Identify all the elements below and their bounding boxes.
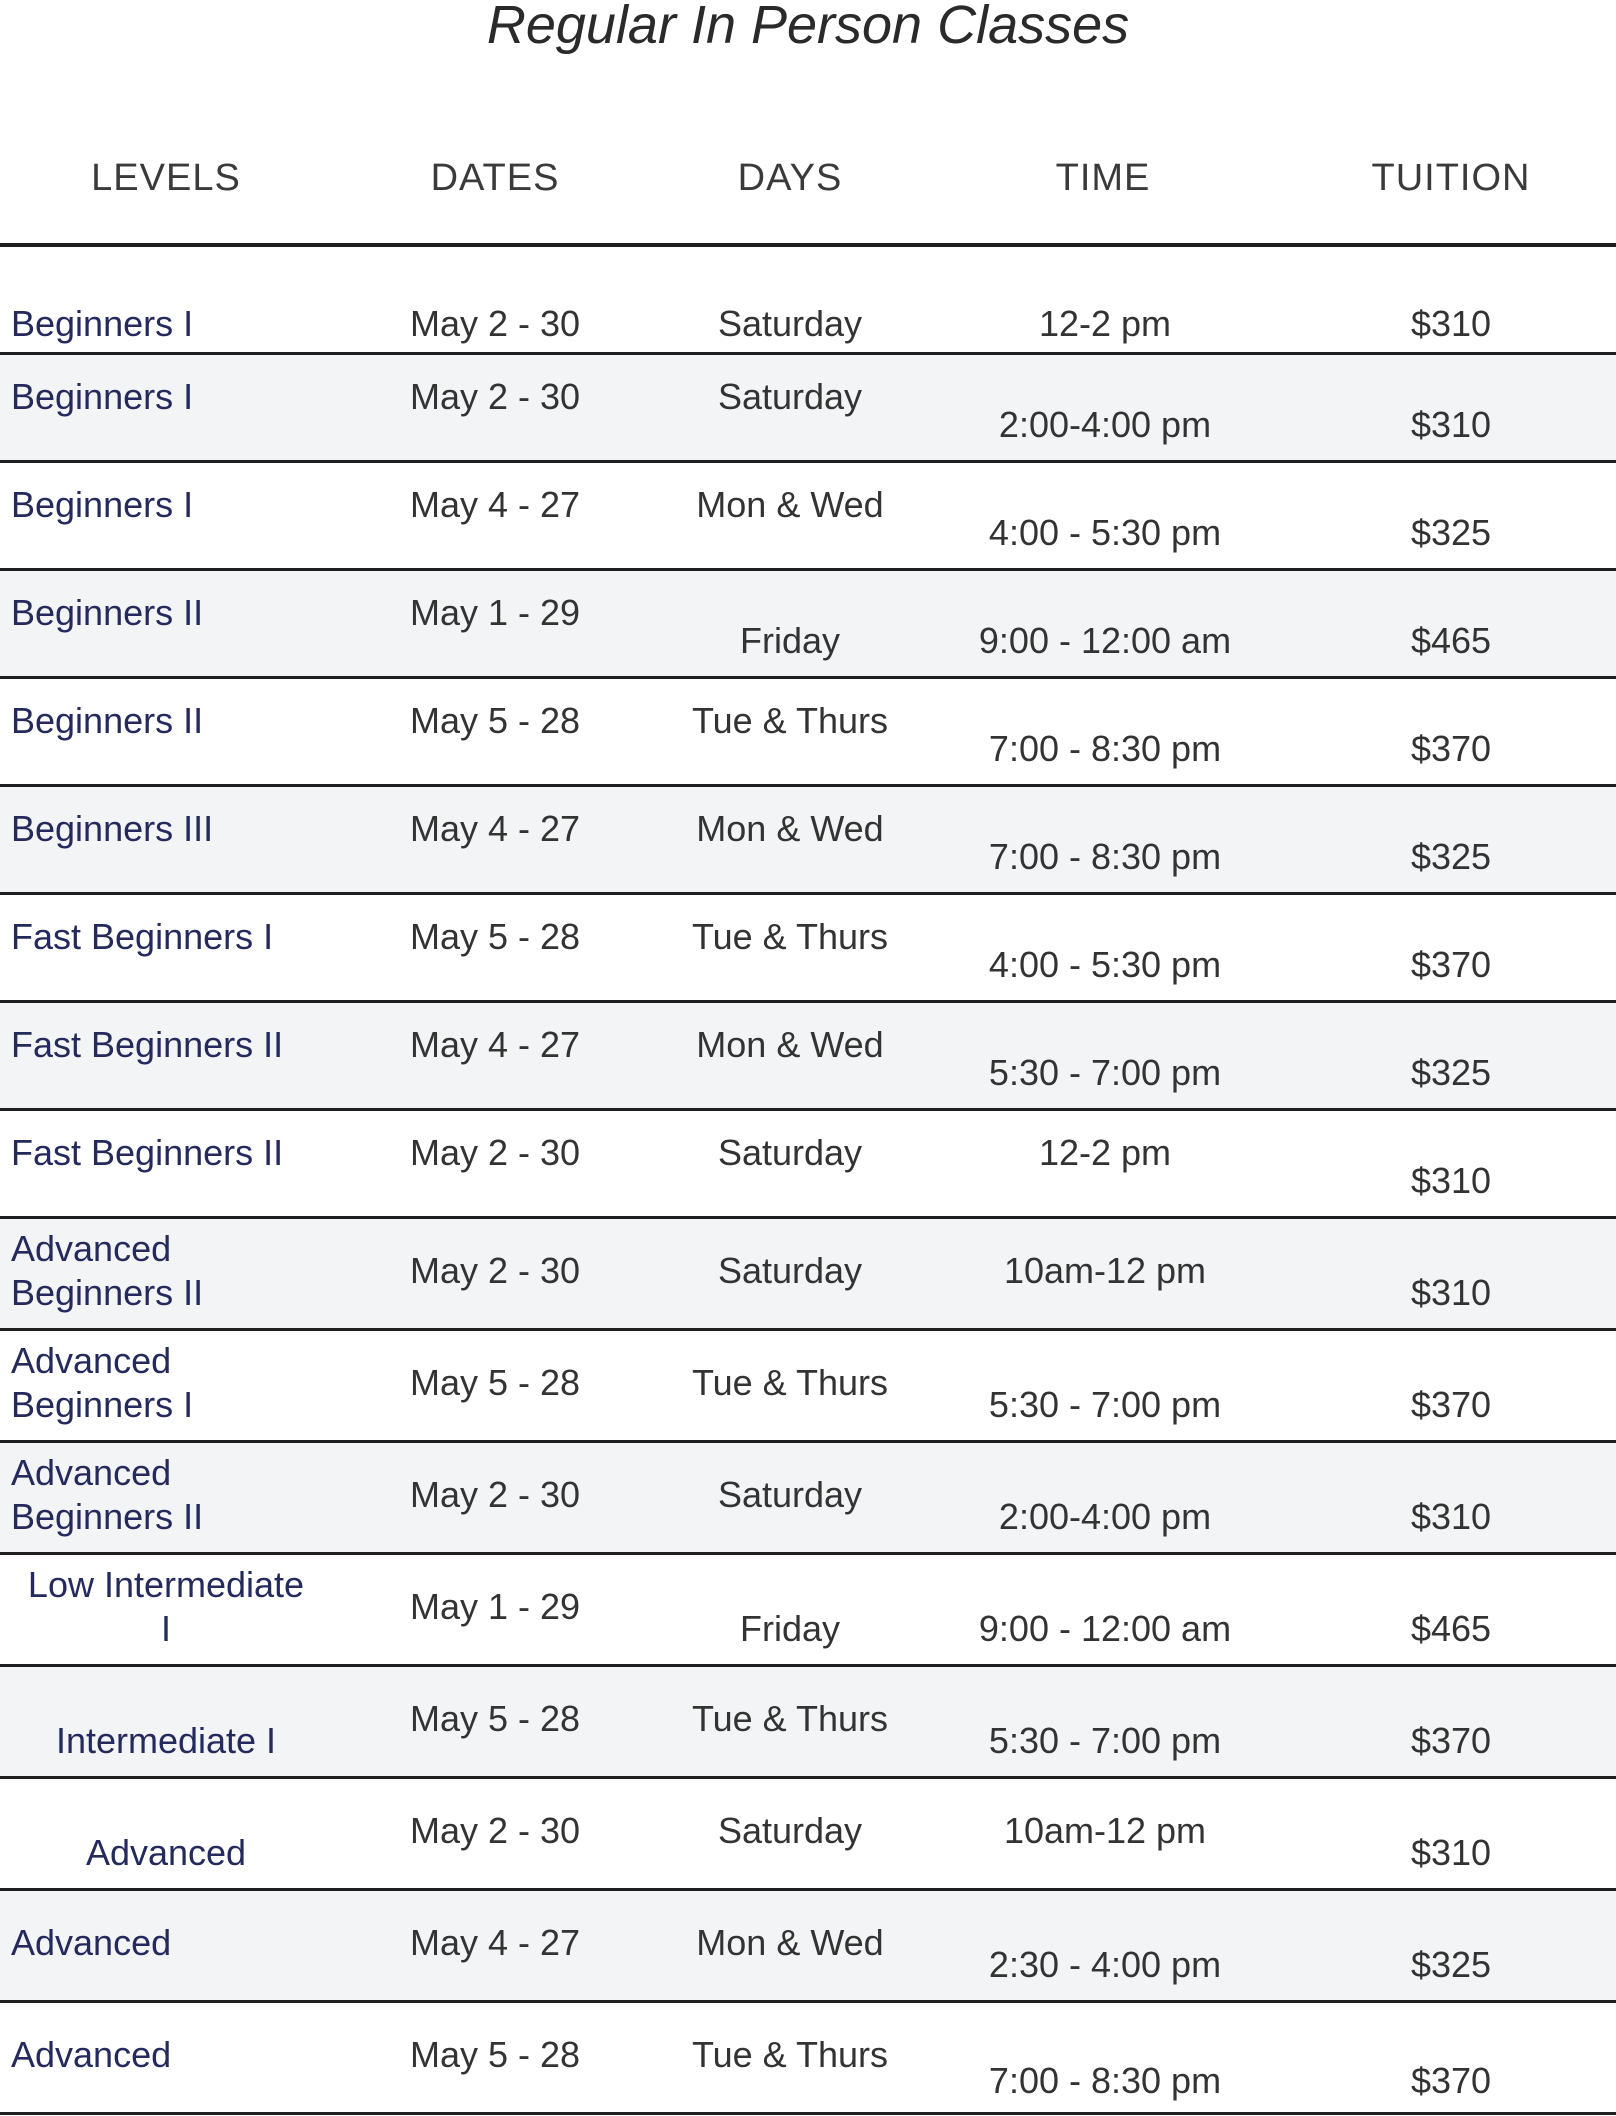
level-cell [11,1339,331,1427]
time-cell: 12-2 pm [1038,303,1172,344]
level-cell: Fast Beginners I [11,916,274,957]
level-line: Beginners II [11,1496,204,1537]
tuition-cell: $370 [1410,1384,1492,1425]
table-row [0,895,1616,1003]
dates-cell: May 2 - 30 [409,376,581,417]
dates-cell: May 2 - 30 [409,1474,581,1515]
tuition-cell: $370 [1410,1720,1492,1761]
header-dates: DATES [430,157,560,199]
level-cell: Advanced [11,1922,172,1963]
level-line: Beginners I [11,1384,194,1425]
table-row [0,1667,1616,1779]
header-time: TIME [1055,157,1151,199]
time-cell: 2:30 - 4:00 pm [988,1944,1222,1985]
tuition-cell: $310 [1410,1160,1492,1201]
time-cell: 9:00 - 12:00 am [978,1608,1232,1649]
level-cell: Beginners II [11,700,204,741]
time-cell: 10am-12 pm [1003,1810,1207,1851]
tuition-cell: $310 [1410,303,1492,344]
tuition-cell: $325 [1410,1052,1492,1093]
days-cell: Friday [739,1608,841,1649]
days-cell: Tue & Thurs [691,1698,889,1739]
level-cell: Beginners II [11,592,204,633]
table-row [0,1555,1616,1667]
level-cell [11,1227,331,1315]
table-row [0,1891,1616,2003]
level-line: Beginners II [11,1272,204,1313]
level-cell: Advanced [85,1832,247,1873]
time-cell: 5:30 - 7:00 pm [988,1052,1222,1093]
time-cell: 7:00 - 8:30 pm [988,2060,1222,2101]
dates-cell: May 2 - 30 [409,1250,581,1291]
days-cell: Tue & Thurs [691,700,889,741]
dates-cell: May 5 - 28 [409,1362,581,1403]
time-cell: 2:00-4:00 pm [998,404,1212,445]
level-cell: Beginners I [11,376,194,417]
table-row [0,787,1616,895]
table-row [0,2003,1616,2115]
level-line: Advanced [11,1340,172,1381]
dates-cell: May 4 - 27 [409,484,581,525]
time-cell: 7:00 - 8:30 pm [988,836,1222,877]
level-cell: Intermediate I [55,1720,277,1761]
days-cell: Tue & Thurs [691,2034,889,2075]
time-cell: 7:00 - 8:30 pm [988,728,1222,769]
class-schedule-table [0,247,1616,2115]
tuition-cell: $325 [1410,512,1492,553]
time-cell: 12-2 pm [1038,1132,1172,1173]
tuition-cell: $465 [1410,620,1492,661]
days-cell: Mon & Wed [696,808,884,849]
time-cell: 9:00 - 12:00 am [978,620,1232,661]
days-cell: Saturday [717,1132,863,1173]
level-line: I [160,1608,171,1649]
tuition-cell: $310 [1410,1832,1492,1873]
days-cell: Saturday [717,1810,863,1851]
header-levels: LEVELS [91,157,241,199]
level-cell: Advanced [11,2034,172,2075]
days-cell: Saturday [717,376,863,417]
table-row [0,571,1616,679]
level-cell: Beginners I [11,303,194,344]
time-cell: 4:00 - 5:30 pm [988,944,1222,985]
tuition-cell: $325 [1410,1944,1492,1985]
table-row [0,679,1616,787]
table-row [0,1443,1616,1555]
time-cell: 2:00-4:00 pm [998,1496,1212,1537]
level-cell: Beginners I [11,484,194,525]
days-cell: Mon & Wed [696,1922,884,1963]
tuition-cell: $370 [1410,728,1492,769]
tuition-cell: $310 [1410,1496,1492,1537]
dates-cell: May 1 - 29 [409,592,581,633]
table-row [0,463,1616,571]
tuition-cell: $310 [1410,1272,1492,1313]
table-row [0,1003,1616,1111]
days-cell: Tue & Thurs [691,1362,889,1403]
level-cell: Fast Beginners II [11,1132,284,1173]
level-cell: Beginners III [11,808,214,849]
dates-cell: May 5 - 28 [409,2034,581,2075]
level-line: Advanced [11,1452,172,1493]
days-cell: Saturday [717,303,863,344]
header-tuition: TUITION [1371,157,1531,199]
level-cell: Fast Beginners II [11,1024,284,1065]
dates-cell: May 4 - 27 [409,1024,581,1065]
tuition-cell: $465 [1410,1608,1492,1649]
dates-cell: May 1 - 29 [409,1586,581,1627]
dates-cell: May 2 - 30 [409,1132,581,1173]
dates-cell: May 5 - 28 [409,1698,581,1739]
days-cell: Saturday [717,1250,863,1291]
tuition-cell: $370 [1410,944,1492,985]
table-row [0,1219,1616,1331]
days-cell: Tue & Thurs [691,916,889,957]
table-row [0,1111,1616,1219]
days-cell: Mon & Wed [696,1024,884,1065]
level-cell [11,1451,331,1539]
dates-cell: May 5 - 28 [409,700,581,741]
table-row [0,355,1616,463]
table-row [0,247,1616,355]
dates-cell: May 5 - 28 [409,916,581,957]
tuition-cell: $325 [1410,836,1492,877]
table-row [0,1779,1616,1891]
time-cell: 4:00 - 5:30 pm [988,512,1222,553]
tuition-cell: $310 [1410,404,1492,445]
days-cell: Saturday [717,1474,863,1515]
level-cell [6,1563,326,1651]
level-line: Low Intermediate [27,1564,305,1605]
days-cell: Friday [739,620,841,661]
tuition-cell: $370 [1410,2060,1492,2101]
header-days: DAYS [737,157,843,199]
dates-cell: May 4 - 27 [409,1922,581,1963]
level-line: Advanced [11,1228,172,1269]
table-row [0,1331,1616,1443]
dates-cell: May 4 - 27 [409,808,581,849]
time-cell: 5:30 - 7:00 pm [988,1720,1222,1761]
dates-cell: May 2 - 30 [409,1810,581,1851]
days-cell: Mon & Wed [696,484,884,525]
time-cell: 10am-12 pm [1003,1250,1207,1291]
time-cell: 5:30 - 7:00 pm [988,1384,1222,1425]
dates-cell: May 2 - 30 [409,303,581,344]
page-title: Regular In Person Classes [486,0,1130,55]
